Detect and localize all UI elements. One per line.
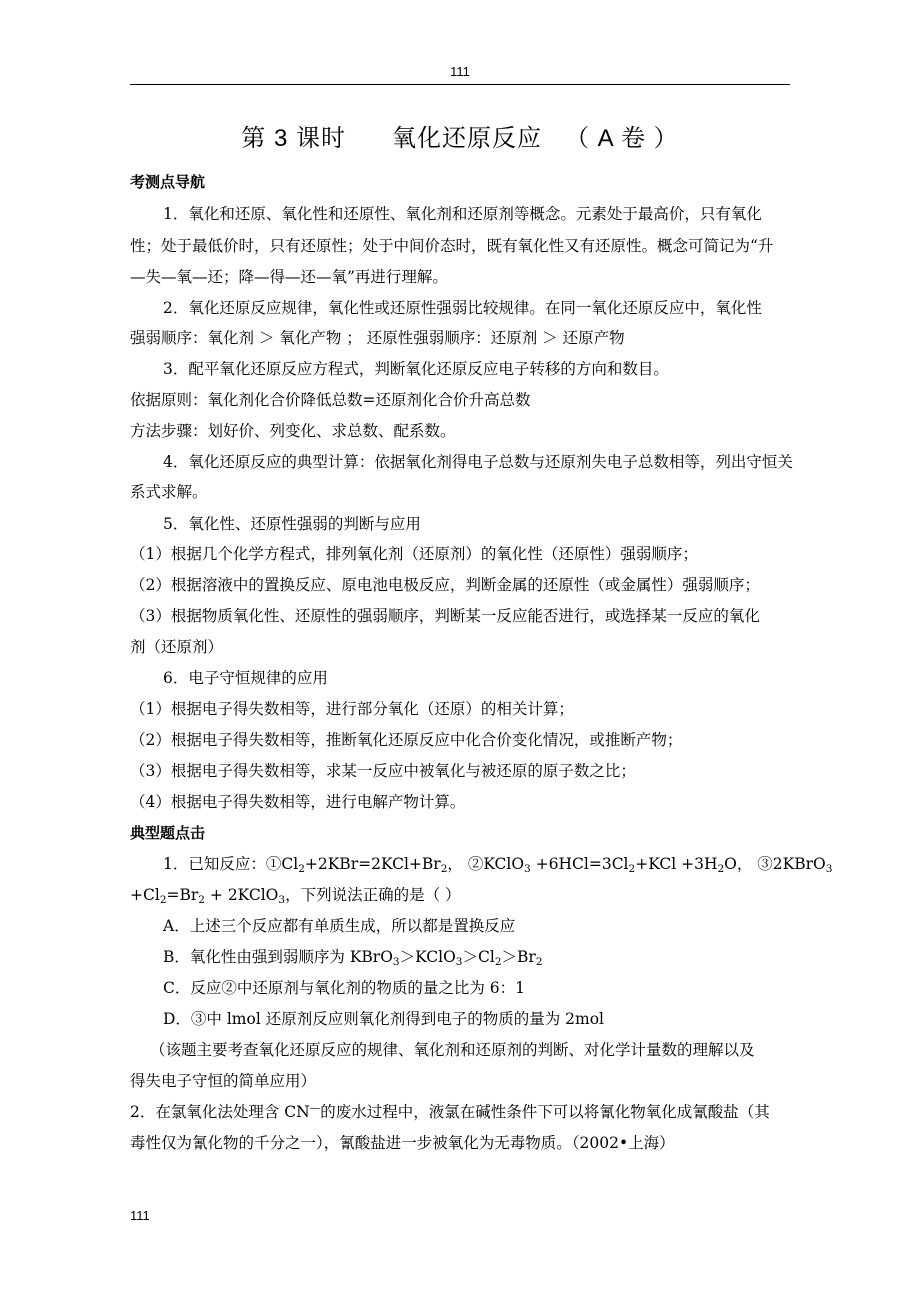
question-2-stem: 2．在氯氧化法处理含 CN—的废水过程中，液氯在碱性条件下可以将氰化物氧化成氰酸盐（其	[130, 1102, 770, 1121]
paragraph-line: 依据原则：氧化剂化合价降低总数=还原剂化合价升高总数	[130, 391, 531, 409]
section-heading-navigation: 考测点导航	[130, 173, 206, 191]
paragraph-line: （3）根据电子得失数相等，求某一反应中被氧化与被还原的原子数之比；	[130, 762, 636, 780]
paragraph-line: —失—氧—还；降—得—还—氧”再进行理解。	[130, 268, 448, 286]
question-1-option-b: B．氧化性由强到弱顺序为 $KBrO_3>KClO_3>Cl_2>Br_2$	[163, 948, 543, 968]
header-rule	[130, 84, 790, 85]
paragraph-line: 1．氧化和还原、氧化性和还原性、氧化剂和还原剂等概念。元素处于最高价，只有氧化	[163, 205, 762, 223]
question-1-note-continued: 得失电子守恒的简单应用）	[130, 1072, 317, 1090]
paragraph-line: 6．电子守恒规律的应用	[163, 669, 328, 687]
paragraph-line: （1）根据几个化学方程式，排列氧化剂（还原剂）的氧化性（还原性）强弱顺序；	[130, 545, 698, 563]
paragraph-line: （2）根据电子得失数相等，推断氧化还原反应中化合价变化情况，或推断产物；	[130, 731, 683, 749]
header-page-number: 111	[450, 64, 470, 79]
paragraph-line: 5．氧化性、还原性强弱的判断与应用	[163, 515, 421, 533]
paragraph-line: 2．氧化还原反应规律，氧化性或还原性强弱比较规律。在同一氧化还原反应中，氧化性	[163, 299, 762, 317]
paragraph-line: （3）根据物质氧化性、还原性的强弱顺序，判断某一反应能否进行，或选择某一反应的氧化	[130, 607, 760, 625]
paragraph-line: 性；处于最低价时，只有还原性；处于中间价态时，既有氧化性又有还原性。概念可简记为“升	[130, 237, 774, 255]
paragraph-line: 剂（还原剂）	[130, 638, 224, 656]
paragraph-line: 强弱顺序：氧化剂 ＞ 氧化产物 ； 还原性强弱顺序：还原剂 ＞ 还原产物	[130, 329, 625, 347]
paragraph-line: （4）根据电子得失数相等，进行电解产物计算。	[130, 793, 466, 811]
question-1-option-d: D．③中 lmol 还原剂反应则氧化剂得到电子的物质的量为 2mol	[163, 1010, 605, 1028]
paragraph-line: （2）根据溶液中的置换反应、原电池电极反应，判断金属的还原性（或金属性）强弱顺序；	[130, 576, 760, 594]
footer-page-number: 111	[130, 1208, 150, 1223]
question-1-option-a: A．上述三个反应都有单质生成，所以都是置换反应	[163, 917, 516, 935]
paragraph-line: 系式求解。	[130, 483, 208, 501]
paragraph-line: 方法步骤：划好价、列变化、求总数、配系数。	[130, 422, 456, 440]
question-1-note: （该题主要考查氧化还原反应的规律、氧化剂和还原剂的判断、对化学计量数的理解以及	[150, 1041, 755, 1059]
paragraph-line: 4．氧化还原反应的典型计算：依据氧化剂得电子总数与还原剂失电子总数相等，列出守恒关	[163, 453, 793, 471]
paragraph-line: （1）根据电子得失数相等，进行部分氧化（还原）的相关计算；	[130, 700, 574, 718]
question-2-stem-continued: 毒性仅为氰化物的千分之一），氰酸盐进一步被氧化为无毒物质。（2002•上海）	[130, 1134, 675, 1152]
paragraph-line: 3．配平氧化还原反应方程式，判断氧化还原反应电子转移的方向和数目。	[163, 360, 669, 378]
page-title: 第 3 课时 氧化还原反应 （ A 卷 ）	[241, 125, 679, 152]
question-1-stem: 1．已知反应：$①Cl_2+2KBr=2KCl+Br_2$， ②KClO$_3$ $+6HCl=3Cl_2+KCl +3H_2O$， ③2KBrO$_3$	[163, 855, 833, 875]
question-1-option-c: C．反应②中还原剂与氧化剂的物质的量之比为 6：1	[163, 979, 526, 997]
question-1-stem-continued: $+Cl_2=Br_2$ + 2KClO$_3$，下列说法正确的是（ ）	[130, 886, 461, 906]
section-heading-typical-questions: 典型题点击	[130, 824, 206, 842]
